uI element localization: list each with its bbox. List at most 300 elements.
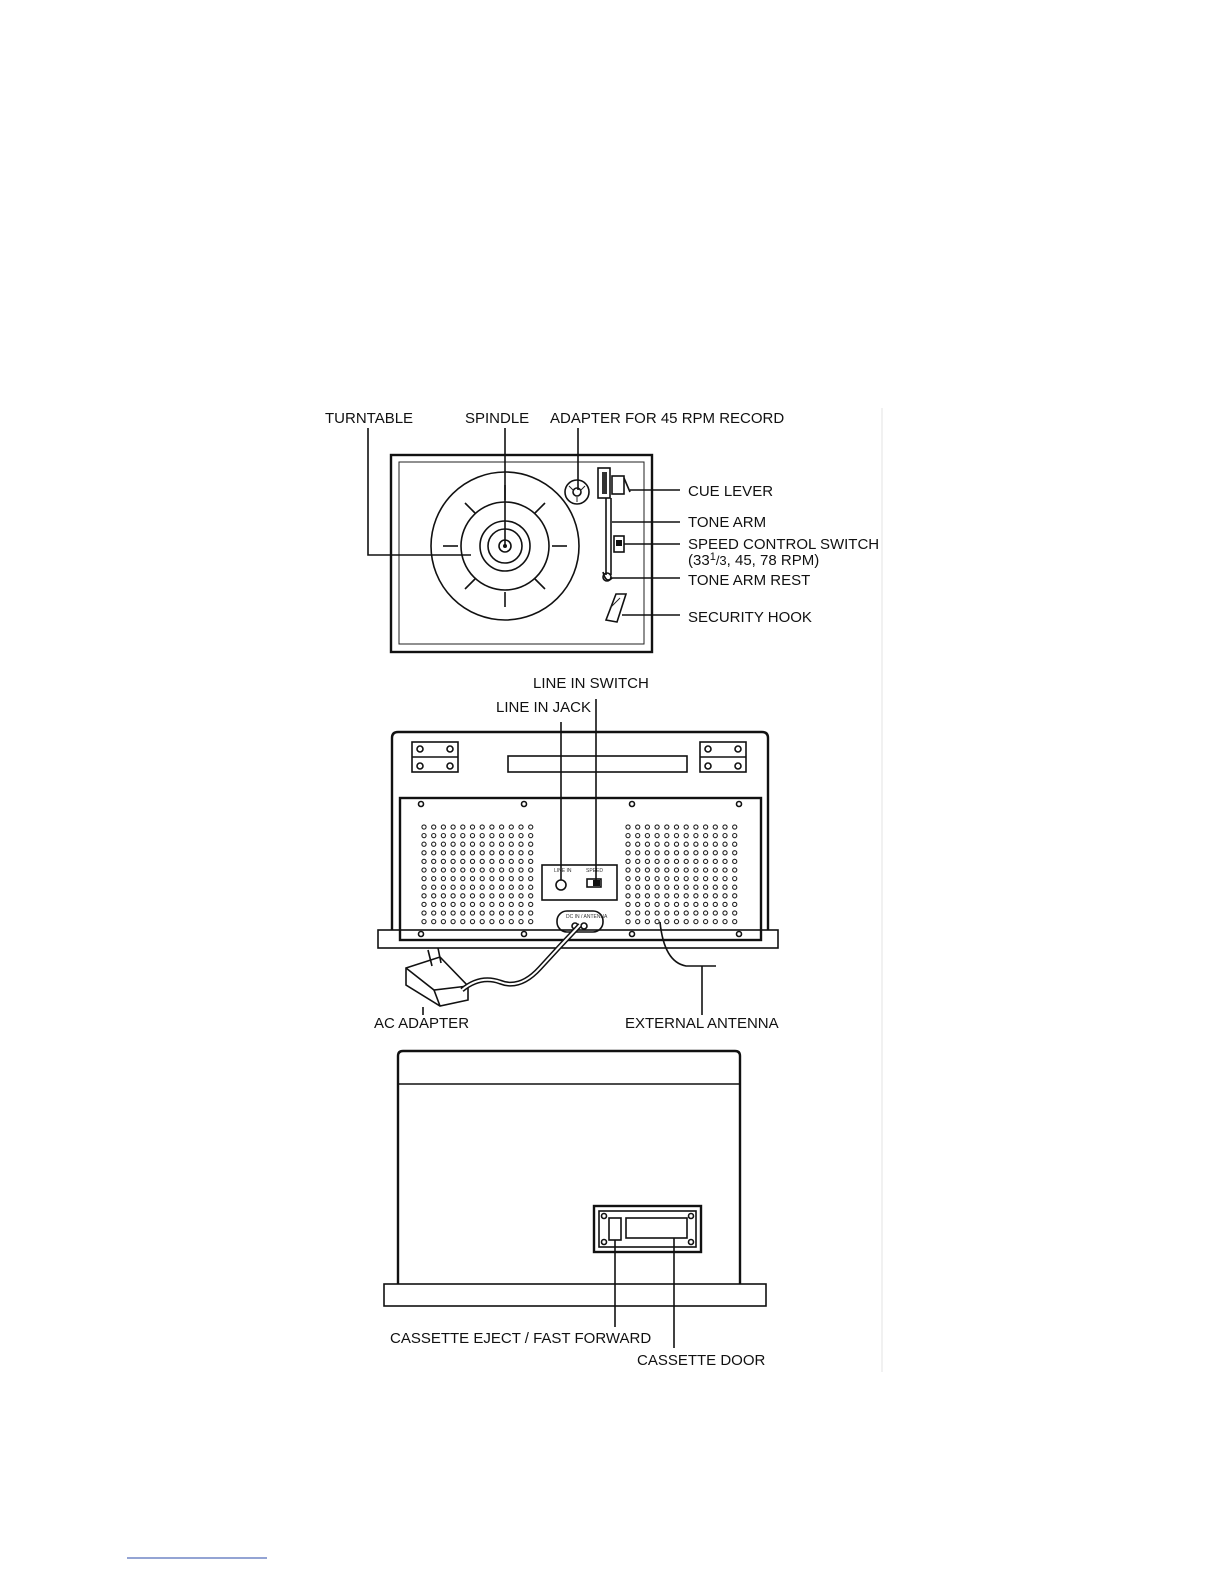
- grille-hole: [684, 825, 688, 829]
- grille-hole: [733, 885, 737, 889]
- grille-hole: [684, 859, 688, 863]
- label-spindle: SPINDLE: [465, 410, 530, 427]
- label-tone-arm-rest: TONE ARM REST: [688, 572, 811, 589]
- grille-hole: [704, 859, 708, 863]
- grille-hole: [645, 920, 649, 924]
- grille-hole: [490, 894, 494, 898]
- grille-hole: [723, 859, 727, 863]
- grille-hole: [733, 902, 737, 906]
- grille-hole: [500, 834, 504, 838]
- grille-hole: [490, 859, 494, 863]
- grille-hole: [636, 885, 640, 889]
- grille-hole: [733, 851, 737, 855]
- grille-hole: [645, 859, 649, 863]
- grille-hole: [519, 911, 523, 915]
- grille-hole: [684, 834, 688, 838]
- grille-hole: [490, 902, 494, 906]
- grille-hole: [441, 825, 445, 829]
- grille-hole: [470, 859, 474, 863]
- grille-hole: [519, 902, 523, 906]
- grille-hole: [529, 920, 533, 924]
- cassette-eject-button: [609, 1218, 621, 1240]
- grille-hole: [519, 894, 523, 898]
- grille-hole: [733, 859, 737, 863]
- grille-hole: [733, 825, 737, 829]
- grille-hole: [509, 868, 513, 872]
- grille-hole: [422, 902, 426, 906]
- grille-hole: [655, 859, 659, 863]
- grille-hole: [451, 851, 455, 855]
- label-cassette-eject: CASSETTE EJECT / FAST FORWARD: [390, 1330, 652, 1347]
- grille-hole: [461, 868, 465, 872]
- grille-hole: [441, 868, 445, 872]
- grille-hole: [674, 894, 678, 898]
- grille-hole: [500, 911, 504, 915]
- cassette-door: [626, 1218, 687, 1238]
- grille-hole: [470, 920, 474, 924]
- label-cue-lever: CUE LEVER: [688, 483, 774, 500]
- grille-hole: [694, 834, 698, 838]
- grille-hole: [509, 894, 513, 898]
- grille-hole: [713, 877, 717, 881]
- ac-adapter: [406, 925, 580, 1006]
- grille-hole: [674, 885, 678, 889]
- grille-hole: [655, 868, 659, 872]
- grille-hole: [422, 877, 426, 881]
- grille-hole: [626, 851, 630, 855]
- lid-slot: [508, 756, 687, 772]
- grille-hole: [733, 834, 737, 838]
- grille-hole: [733, 920, 737, 924]
- grille-hole: [704, 911, 708, 915]
- grille-hole: [645, 825, 649, 829]
- label-line-in-switch: LINE IN SWITCH: [533, 675, 649, 692]
- grille-hole: [519, 885, 523, 889]
- grille-hole: [461, 902, 465, 906]
- grille-hole: [441, 911, 445, 915]
- grille-hole: [713, 911, 717, 915]
- grille-hole: [684, 885, 688, 889]
- grille-hole: [451, 920, 455, 924]
- grille-hole: [509, 834, 513, 838]
- grille-hole: [470, 885, 474, 889]
- line-in-jack: [556, 880, 566, 890]
- grille-hole: [723, 834, 727, 838]
- grille-hole: [645, 911, 649, 915]
- grille-hole: [694, 885, 698, 889]
- grille-hole: [636, 825, 640, 829]
- grille-hole: [529, 902, 533, 906]
- grille-hole: [655, 911, 659, 915]
- grille-hole: [665, 877, 669, 881]
- grille-hole: [645, 877, 649, 881]
- grille-hole: [723, 911, 727, 915]
- grille-hole: [509, 911, 513, 915]
- grille-hole: [480, 877, 484, 881]
- label-security-hook: SECURITY HOOK: [688, 609, 812, 626]
- grille-hole: [451, 877, 455, 881]
- grille-hole: [723, 920, 727, 924]
- grille-hole: [470, 877, 474, 881]
- grille-hole: [674, 851, 678, 855]
- grille-hole: [704, 902, 708, 906]
- grille-hole: [665, 825, 669, 829]
- label-turntable: TURNTABLE: [325, 410, 414, 427]
- grille-hole: [733, 911, 737, 915]
- grille-hole: [529, 885, 533, 889]
- grille-hole: [422, 825, 426, 829]
- grille-hole: [713, 894, 717, 898]
- grille-hole: [694, 825, 698, 829]
- side-base: [384, 1284, 766, 1306]
- turntable-top-view: [325, 410, 879, 652]
- grille-hole: [451, 885, 455, 889]
- speaker-grille-right: [626, 825, 737, 924]
- speaker-grille-left: [422, 825, 533, 924]
- grille-hole: [480, 911, 484, 915]
- grille-hole: [519, 834, 523, 838]
- grille-hole: [422, 851, 426, 855]
- grille-hole: [713, 902, 717, 906]
- cue-lever: [612, 476, 624, 494]
- grille-hole: [665, 859, 669, 863]
- grille-hole: [432, 842, 436, 846]
- grille-hole: [509, 851, 513, 855]
- grille-hole: [461, 885, 465, 889]
- grille-hole: [519, 851, 523, 855]
- grille-hole: [655, 902, 659, 906]
- grille-hole: [509, 885, 513, 889]
- grille-hole: [451, 868, 455, 872]
- grille-hole: [674, 902, 678, 906]
- grille-hole: [655, 834, 659, 838]
- grille-hole: [500, 894, 504, 898]
- grille-hole: [490, 877, 494, 881]
- grille-hole: [470, 825, 474, 829]
- grille-hole: [519, 920, 523, 924]
- grille-hole: [432, 851, 436, 855]
- grille-hole: [490, 825, 494, 829]
- left-hinge: [412, 742, 458, 772]
- grille-hole: [529, 842, 533, 846]
- grille-hole: [704, 868, 708, 872]
- grille-hole: [626, 868, 630, 872]
- grille-hole: [694, 911, 698, 915]
- grille-hole: [441, 842, 445, 846]
- grille-hole: [500, 825, 504, 829]
- grille-hole: [694, 902, 698, 906]
- grille-hole: [636, 851, 640, 855]
- grille-hole: [665, 902, 669, 906]
- grille-hole: [480, 859, 484, 863]
- grille-hole: [422, 842, 426, 846]
- grille-hole: [529, 825, 533, 829]
- grille-hole: [684, 851, 688, 855]
- grille-hole: [470, 842, 474, 846]
- grille-hole: [441, 920, 445, 924]
- grille-hole: [636, 920, 640, 924]
- grille-hole: [422, 911, 426, 915]
- grille-hole: [500, 851, 504, 855]
- grille-hole: [626, 859, 630, 863]
- grille-hole: [509, 902, 513, 906]
- label-tone-arm: TONE ARM: [688, 514, 767, 531]
- label-external-antenna: EXTERNAL ANTENNA: [625, 1015, 779, 1032]
- grille-hole: [432, 868, 436, 872]
- grille-hole: [636, 902, 640, 906]
- grille-hole: [441, 885, 445, 889]
- grille-hole: [674, 868, 678, 872]
- grille-hole: [733, 877, 737, 881]
- grille-hole: [674, 834, 678, 838]
- grille-hole: [665, 842, 669, 846]
- grille-hole: [665, 851, 669, 855]
- grille-hole: [461, 851, 465, 855]
- grille-hole: [704, 894, 708, 898]
- grille-hole: [694, 920, 698, 924]
- grille-hole: [645, 868, 649, 872]
- grille-hole: [480, 842, 484, 846]
- label-adapter-45: ADAPTER FOR 45 RPM RECORD: [550, 410, 785, 427]
- grille-hole: [713, 868, 717, 872]
- panel-text-line-in: LINE IN: [554, 868, 572, 874]
- grille-hole: [665, 885, 669, 889]
- grille-hole: [422, 894, 426, 898]
- grille-hole: [636, 877, 640, 881]
- grille-hole: [674, 920, 678, 924]
- grille-hole: [529, 851, 533, 855]
- security-hook: [606, 594, 626, 622]
- grille-hole: [470, 894, 474, 898]
- grille-hole: [432, 885, 436, 889]
- grille-hole: [480, 851, 484, 855]
- grille-hole: [723, 851, 727, 855]
- grille-hole: [441, 894, 445, 898]
- grille-hole: [655, 920, 659, 924]
- grille-hole: [665, 868, 669, 872]
- grille-hole: [432, 902, 436, 906]
- grille-hole: [441, 834, 445, 838]
- grille-hole: [470, 851, 474, 855]
- adapter-45-rpm: [565, 480, 589, 504]
- grille-hole: [529, 868, 533, 872]
- grille-hole: [655, 885, 659, 889]
- grille-hole: [529, 877, 533, 881]
- grille-hole: [636, 859, 640, 863]
- grille-hole: [723, 868, 727, 872]
- grille-hole: [490, 885, 494, 889]
- grille-hole: [723, 902, 727, 906]
- grille-hole: [694, 859, 698, 863]
- grille-hole: [723, 825, 727, 829]
- grille-hole: [733, 894, 737, 898]
- grille-hole: [500, 859, 504, 863]
- grille-hole: [470, 868, 474, 872]
- grille-hole: [723, 885, 727, 889]
- grille-hole: [422, 859, 426, 863]
- grille-hole: [461, 877, 465, 881]
- grille-hole: [529, 834, 533, 838]
- grille-hole: [451, 834, 455, 838]
- grille-hole: [451, 911, 455, 915]
- grille-hole: [626, 894, 630, 898]
- cassette-deck: [594, 1206, 701, 1252]
- grille-hole: [684, 842, 688, 846]
- grille-hole: [432, 894, 436, 898]
- grille-hole: [636, 894, 640, 898]
- grille-hole: [626, 825, 630, 829]
- grille-hole: [626, 902, 630, 906]
- grille-hole: [713, 859, 717, 863]
- grille-hole: [626, 842, 630, 846]
- grille-hole: [432, 920, 436, 924]
- grille-hole: [645, 894, 649, 898]
- grille-hole: [432, 834, 436, 838]
- grille-hole: [636, 834, 640, 838]
- grille-hole: [723, 894, 727, 898]
- grille-hole: [461, 920, 465, 924]
- grille-hole: [432, 859, 436, 863]
- grille-hole: [500, 902, 504, 906]
- grille-hole: [704, 920, 708, 924]
- grille-hole: [704, 877, 708, 881]
- grille-hole: [432, 877, 436, 881]
- grille-hole: [636, 911, 640, 915]
- grille-hole: [461, 842, 465, 846]
- grille-hole: [461, 859, 465, 863]
- grille-hole: [500, 885, 504, 889]
- grille-hole: [626, 920, 630, 924]
- grille-hole: [509, 842, 513, 846]
- grille-hole: [713, 834, 717, 838]
- grille-hole: [422, 885, 426, 889]
- grille-hole: [490, 842, 494, 846]
- grille-hole: [451, 859, 455, 863]
- grille-hole: [713, 920, 717, 924]
- grille-hole: [723, 842, 727, 846]
- grille-hole: [461, 834, 465, 838]
- grille-hole: [519, 859, 523, 863]
- side-view: [384, 1051, 766, 1369]
- grille-hole: [470, 902, 474, 906]
- grille-hole: [694, 894, 698, 898]
- grille-hole: [519, 868, 523, 872]
- grille-hole: [441, 859, 445, 863]
- grille-hole: [626, 911, 630, 915]
- back-view: [374, 675, 779, 1032]
- grille-hole: [500, 920, 504, 924]
- grille-hole: [674, 877, 678, 881]
- grille-hole: [704, 825, 708, 829]
- label-cassette-door: CASSETTE DOOR: [637, 1352, 766, 1369]
- grille-hole: [500, 842, 504, 846]
- grille-hole: [704, 851, 708, 855]
- grille-hole: [490, 868, 494, 872]
- grille-hole: [480, 894, 484, 898]
- label-speed-switch: SPEED CONTROL SWITCH: [688, 536, 880, 553]
- grille-hole: [665, 920, 669, 924]
- grille-hole: [674, 842, 678, 846]
- right-hinge: [700, 742, 746, 772]
- grille-hole: [451, 894, 455, 898]
- grille-hole: [509, 825, 513, 829]
- grille-hole: [655, 851, 659, 855]
- grille-hole: [674, 825, 678, 829]
- grille-hole: [500, 877, 504, 881]
- grille-hole: [684, 902, 688, 906]
- grille-hole: [645, 885, 649, 889]
- grille-hole: [480, 825, 484, 829]
- side-cabinet: [398, 1051, 740, 1284]
- grille-hole: [733, 868, 737, 872]
- grille-hole: [490, 851, 494, 855]
- panel-text-line-in-switch: SPEED: [586, 868, 603, 874]
- grille-hole: [490, 920, 494, 924]
- grille-hole: [684, 920, 688, 924]
- grille-hole: [626, 877, 630, 881]
- grille-hole: [626, 834, 630, 838]
- grille-hole: [665, 911, 669, 915]
- grille-hole: [519, 825, 523, 829]
- cabinet-outer: [391, 455, 652, 652]
- grille-hole: [500, 868, 504, 872]
- grille-hole: [441, 877, 445, 881]
- grille-hole: [655, 842, 659, 846]
- grille-hole: [704, 885, 708, 889]
- grille-hole: [713, 842, 717, 846]
- grille-hole: [713, 851, 717, 855]
- grille-hole: [684, 911, 688, 915]
- grille-hole: [529, 859, 533, 863]
- grille-hole: [684, 868, 688, 872]
- grille-hole: [490, 834, 494, 838]
- grille-hole: [694, 842, 698, 846]
- grille-hole: [684, 894, 688, 898]
- grille-hole: [529, 911, 533, 915]
- grille-hole: [704, 842, 708, 846]
- grille-hole: [509, 859, 513, 863]
- grille-hole: [636, 842, 640, 846]
- grille-hole: [470, 834, 474, 838]
- grille-hole: [480, 920, 484, 924]
- grille-hole: [461, 825, 465, 829]
- grille-hole: [645, 851, 649, 855]
- grille-hole: [432, 911, 436, 915]
- grille-hole: [509, 877, 513, 881]
- grille-hole: [461, 911, 465, 915]
- grille-hole: [519, 877, 523, 881]
- grille-hole: [645, 902, 649, 906]
- grille-hole: [480, 868, 484, 872]
- label-ac-adapter: AC ADAPTER: [374, 1015, 470, 1032]
- grille-hole: [674, 911, 678, 915]
- grille-hole: [655, 894, 659, 898]
- grille-hole: [665, 834, 669, 838]
- grille-hole: [684, 877, 688, 881]
- grille-hole: [451, 842, 455, 846]
- grille-hole: [441, 902, 445, 906]
- grille-hole: [422, 868, 426, 872]
- grille-hole: [461, 894, 465, 898]
- grille-hole: [490, 911, 494, 915]
- grille-hole: [655, 877, 659, 881]
- tone-arm-assembly: [598, 468, 630, 622]
- grille-hole: [655, 825, 659, 829]
- grille-hole: [422, 920, 426, 924]
- grille-hole: [645, 842, 649, 846]
- grille-hole: [509, 920, 513, 924]
- grille-hole: [704, 834, 708, 838]
